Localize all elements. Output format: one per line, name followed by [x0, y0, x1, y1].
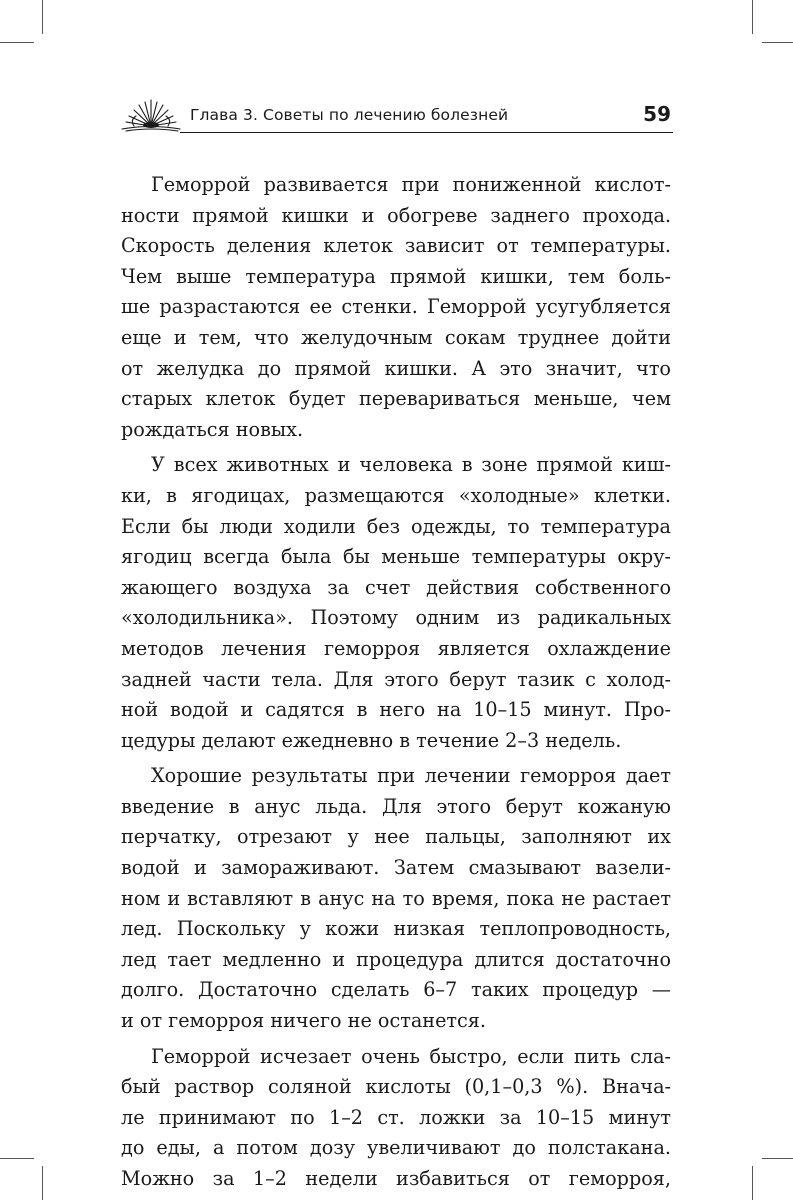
lotus-ornament-icon	[120, 96, 182, 134]
text-line: ном и вставляют в анус на то время, пока не растает	[121, 886, 671, 910]
crop-mark	[762, 42, 793, 43]
crop-mark	[762, 1158, 793, 1159]
text-line: ягодиц всегда была бы меньше температуры окру-	[121, 545, 671, 569]
crop-mark	[0, 42, 34, 43]
chapter-title: Глава 3. Советы по лечению болезней	[190, 106, 509, 124]
text-line: «холодильника». Поэтому одним из радикальных	[121, 606, 671, 630]
text-line: Скорость деления клеток зависит от температуры.	[121, 234, 671, 258]
paragraph	[121, 170, 671, 445]
text-line: жающего воздуха за счет действия собственного	[121, 575, 671, 599]
text-line: бый раствор соляной кислоты (0,1–0,3 %). Внача-	[121, 1075, 671, 1099]
crop-mark	[752, 0, 753, 34]
text-line: Хорошие результаты при лечении геморроя дает	[151, 764, 671, 788]
text-line: Можно за 1–2 недели избавиться от геморроя,	[121, 1167, 671, 1190]
text-line: лед. Поскольку у кожи низкая теплопроводность,	[121, 917, 671, 941]
running-head	[120, 90, 673, 140]
text-line: ше разрастаются ее стенки. Геморрой усугубляется	[121, 295, 671, 319]
text-line: введение в анус льда. Для этого берут кожаную	[121, 794, 671, 818]
header-rule	[180, 132, 673, 133]
text-line: Геморрой развивается при пониженной кислот-	[151, 173, 671, 196]
text-line: перчатку, отрезают у нее пальцы, заполняют их	[121, 825, 671, 849]
text-line: ки, в ягодицах, размещаются «холодные» клетки.	[121, 483, 671, 507]
text-line: рождаться новых.	[121, 417, 304, 441]
text-line: и от геморроя ничего не останется.	[121, 1009, 486, 1033]
text-line: водой и замораживают. Затем смазывают вазели-	[121, 856, 671, 880]
text-line: методов лечения геморроя является охлаждение	[121, 636, 671, 660]
text-line: старых клеток будет перевариваться меньше, чем	[121, 387, 671, 411]
crop-mark	[0, 1158, 34, 1159]
text-line: ле принимают по 1–2 ст. ложки за 10–15 минут	[121, 1105, 671, 1129]
text-line: лед тает медленно и процедура длится достаточно	[121, 947, 671, 971]
text-line: еще и тем, что желудочным сокам труднее дойти	[121, 325, 671, 349]
crop-mark	[42, 0, 43, 34]
text-line: цедуры делают ежедневно в течение 2–3 недель.	[121, 728, 622, 752]
paragraph	[121, 1042, 671, 1195]
text-line: Геморрой исчезает очень быстро, если пить сла-	[151, 1044, 671, 1068]
paragraph	[121, 761, 671, 1036]
text-line: ной водой и садятся в него на 10–15 минут. Про-	[121, 698, 671, 722]
text-line: долго. Достаточно сделать 6–7 таких процедур —	[121, 978, 671, 1002]
text-line: до еды, а потом дозу увеличивают до полстакана.	[121, 1136, 671, 1160]
crop-mark	[42, 1166, 43, 1200]
text-line: Чем выше температура прямой кишки, тем боль-	[121, 264, 671, 288]
paragraph	[121, 450, 671, 756]
text-line: У всех животных и человека в зоне прямой киш-	[151, 453, 671, 477]
crop-mark	[752, 1166, 753, 1200]
body-text	[121, 170, 671, 1200]
text-line: Если бы люди ходили без одежды, то температура	[121, 514, 671, 538]
text-line: от желудка до прямой кишки. А это значит, что	[121, 356, 671, 380]
text-line: задней части тела. Для этого берут тазик с холод-	[121, 667, 671, 691]
page-number: 59	[643, 102, 671, 126]
text-line: ности прямой кишки и обогреве заднего прохода.	[121, 203, 671, 227]
